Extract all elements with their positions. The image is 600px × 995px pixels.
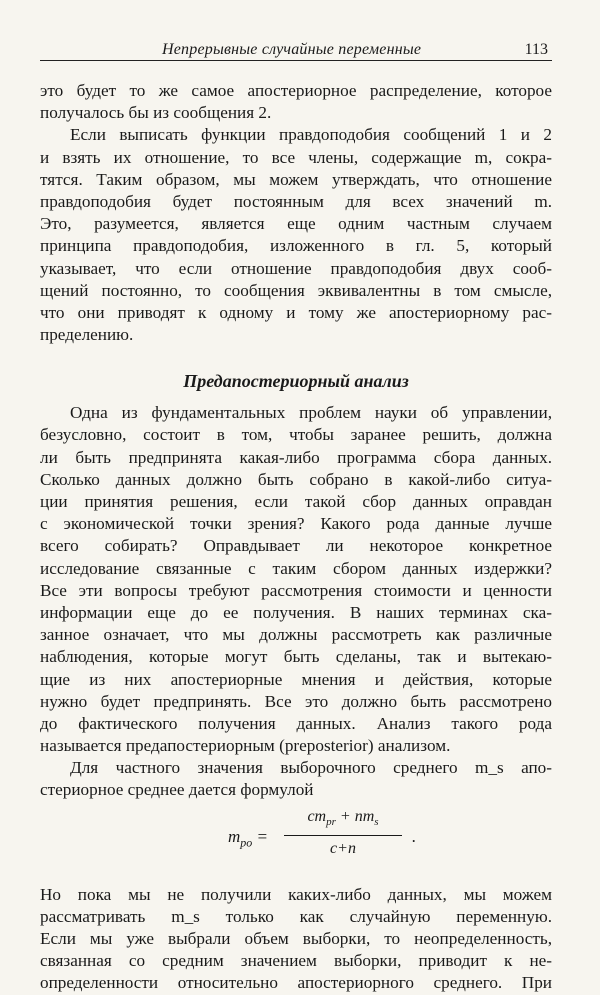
text-line: всего собирать? Оправдывает ли некоторое конкретное bbox=[40, 536, 552, 556]
formula-equals: = bbox=[256, 826, 269, 846]
text-line: занное означает, что мы должны рассмотреть как различные bbox=[40, 625, 552, 645]
fraction-bar bbox=[284, 835, 402, 836]
text-line: правдоподобия будет постоянным для всех значений m. bbox=[40, 191, 552, 211]
text-line: Сколько данных должно быть собрано в какой-либо ситуа- bbox=[40, 469, 552, 489]
text-line: нужно будет предпринять. Все это должно быть рассмотрено bbox=[40, 691, 552, 711]
formula-lhs bbox=[228, 826, 268, 854]
posterior-mean-formula bbox=[40, 804, 552, 876]
text-line: до фактического получения данных. Анализ такого рода bbox=[40, 713, 552, 733]
paragraph-5 bbox=[40, 884, 552, 995]
paragraph-1 bbox=[40, 80, 552, 124]
text-line: называется предапостериорным (preposterior) анализом. bbox=[40, 736, 451, 756]
running-header bbox=[40, 38, 552, 61]
text-line: с экономической точки зрения? Какого рода данные лучше bbox=[40, 514, 552, 534]
formula-denominator: c+n bbox=[330, 839, 356, 857]
formula-numerator bbox=[280, 806, 406, 833]
formula-terminator: . bbox=[412, 826, 417, 846]
paragraph-3 bbox=[40, 402, 552, 757]
section-heading: Предапостериорный анализ bbox=[183, 371, 409, 392]
numerator-n: nm bbox=[354, 807, 375, 825]
formula-fraction bbox=[280, 806, 406, 860]
text-line: Если мы уже выбрали объем выборки, то неопределенность, bbox=[40, 929, 552, 948]
text-line: определенности относительно апостериорного среднего. При bbox=[40, 973, 552, 993]
numerator-n-sub: s bbox=[374, 815, 379, 828]
text-line: стериорное среднее дается формулой bbox=[40, 780, 314, 800]
text-line: рассматривать m_s только как случайную переменную. bbox=[40, 906, 552, 926]
page-number: 113 bbox=[524, 41, 548, 58]
text-line: пределению. bbox=[40, 325, 134, 345]
text-line: щие из них апостериорные мнения и действия, которые bbox=[40, 669, 552, 689]
text-line: это будет то же самое апостериорное распределение, которое bbox=[40, 81, 552, 100]
numerator-c-sub: pr bbox=[326, 815, 336, 828]
numerator-c: cm bbox=[307, 807, 327, 825]
paragraph-2 bbox=[40, 124, 552, 346]
text-line: исследование связанные с таким сбором данных издержки? bbox=[40, 558, 552, 578]
text-line: ли быть предпринята какая-либо программа сбора данных. bbox=[40, 447, 552, 467]
text-line: Если выписать функции правдоподобия сообщений 1 и 2 bbox=[70, 125, 552, 145]
text-line: Одна из фундаментальных проблем науки об управлении, bbox=[70, 403, 552, 423]
text-line: информации еще до ее получения. В наших терминах ска- bbox=[40, 602, 552, 622]
text-line: Это, разумеется, является еще одним частным случаем bbox=[40, 214, 552, 234]
text-line: щений постоянно, то сообщения эквивалентны в том смысле, bbox=[40, 280, 552, 300]
running-title: Непрерывные случайные переменные bbox=[162, 41, 422, 58]
text-line: Для частного значения выборочного среднего m_s апо- bbox=[70, 758, 552, 778]
formula-lhs-var: m bbox=[228, 826, 241, 846]
numerator-plus: + bbox=[339, 807, 351, 825]
paragraph-4 bbox=[40, 757, 552, 801]
text-line: Все эти вопросы требуют рассмотрения стоимости и ценности bbox=[40, 580, 552, 600]
text-line: тятся. Таким образом, мы можем утверждать, что отношение bbox=[40, 169, 552, 189]
text-line: безусловно, состоит в том, чтобы заранее решить, должна bbox=[40, 425, 552, 445]
text-line: ции принятия решения, если такой сбор данных оправдан bbox=[40, 492, 552, 511]
text-line: принципа правдоподобия, изложенного в гл. 5, который bbox=[40, 236, 552, 256]
text-line: наблюдения, которые могут быть сделаны, так и вытекаю- bbox=[40, 647, 552, 667]
text-line: получалось бы из сообщения 2. bbox=[40, 103, 272, 123]
text-line: что они приводят к одному и тому же апостериорному рас- bbox=[40, 302, 552, 322]
page-body bbox=[40, 80, 552, 995]
formula-lhs-sub: po bbox=[240, 835, 253, 850]
text-line: указывает, что если отношение правдоподобия двух сооб- bbox=[40, 258, 552, 278]
text-line: и взять их отношение, то все члены, содержащие m, сокра- bbox=[40, 147, 552, 167]
text-line: связанная со средним значением выборки, приводит к не- bbox=[40, 951, 552, 971]
text-line: Но пока мы не получили каких-либо данных, мы можем bbox=[40, 884, 552, 904]
